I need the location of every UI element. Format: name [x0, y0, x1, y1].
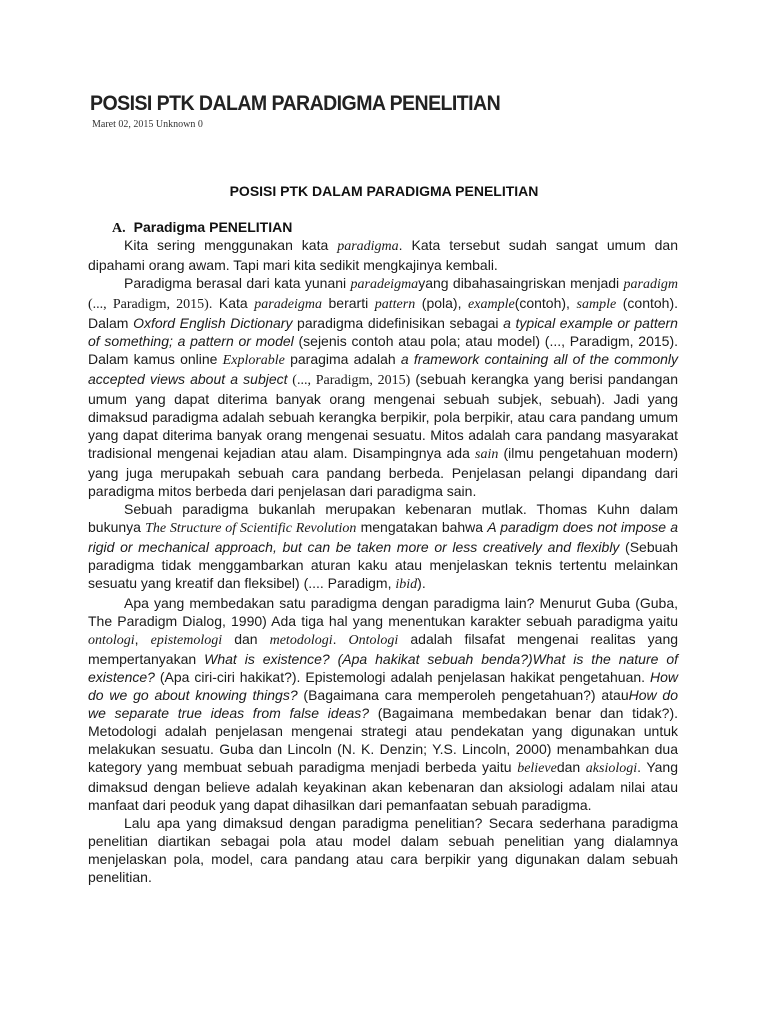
text-run: dan [556, 759, 586, 775]
emphasis-text: epistemologi [150, 633, 223, 648]
emphasis-text: paradigma [337, 239, 399, 254]
emphasis-text: Explorable [222, 353, 285, 368]
text-run: (sejenis contoh atau pola; atau model) (..., Paradigm, 2015). Dalam kamus online [88, 333, 678, 367]
text-run: (contoh). Dalam [88, 295, 679, 331]
section-heading: POSISI PTK DALAM PARADIGMA PENELITIAN [229, 183, 539, 199]
text-run: (Sebuah paradigma tidak menggambarkan aturan kaku atau menjelaskan teknis tertentu melainkan sesuatu yang kreatif dan fleksibel) (.... Paradigm, [88, 539, 678, 591]
emphasis-text: The Structure of Scientific Revolution [145, 521, 357, 536]
text-run: Kita sering menggunakan kata [124, 237, 338, 253]
emphasis-text: Oxford English Dictionary [133, 315, 293, 331]
emphasis-text: How do we go about knowing things? [88, 669, 678, 703]
emphasis-text: A paradigm does not impose a rigid or mechanical approach, but can be taken more or less creatively and flexibly [88, 519, 679, 555]
paragraph [88, 814, 678, 886]
text-run: mengatakan bahwa [356, 519, 488, 535]
text-run: Kata [212, 295, 255, 311]
text-run: Lalu apa yang dimaksud dengan paradigma penelitian? Secara sederhana paradigma penelitian diartikan sebagai pola atau model dalam sebuah penelitian yang dialamnya menjelaskan pola, model, cara pandang atau cara berpikir yang digunakan dalam sebuah penelitian. [88, 815, 678, 885]
text-run: . [332, 631, 349, 647]
emphasis-text: a framework containing all of the commonly accepted views about a subject [88, 351, 679, 387]
paragraph [88, 274, 678, 500]
emphasis-text: pattern [374, 297, 416, 312]
paragraph [88, 500, 678, 594]
emphasis-text: (..., Paradigm, 2015). [88, 297, 213, 312]
emphasis-text: sample [576, 297, 617, 312]
text-run: paragima adalah [284, 351, 401, 367]
text-run: . Kata tersebut sudah sangat umum dan dipahami orang awam. Tapi mari kita sedikit mengkajinya kembali. [88, 237, 679, 273]
text-run: yang dibahasaingriskan menjadi [418, 275, 624, 291]
emphasis-text: paradeigma [254, 297, 322, 312]
emphasis-text: Ontologi [348, 633, 399, 648]
emphasis-text: (..., Paradigm, 2015) [287, 373, 411, 388]
post-meta: Maret 02, 2015 Unknown 0 [92, 119, 203, 130]
page-title: POSISI PTK DALAM PARADIGMA PENELITIAN [90, 92, 501, 115]
article-body [88, 236, 678, 886]
text-run: Apa yang membedakan satu paradigma dengan paradigma lain? Menurut Guba (Guba, The Paradigm Dialog, 1990) Ada tiga hal yang menentukan karakter sebuah paradigma yaitu [88, 595, 678, 629]
text-run: (sebuah kerangka yang berisi pandangan umum yang dapat diterima banyak orang mengenai sebuah subjek, sebuah). Jadi yang dimaksud paradigma adalah sebuah kerangka berpikir, pola berpikir, atau cara pandang umum yang dapat diterima banyak orang mengenai sesuatu. Mitos adalah cara pandang masyarakat tradisional mengenai kejadian atau alam. Disampingnya ada [88, 371, 678, 461]
text-run: Sebuah paradigma bukanlah merupakan kebenaran mutlak. Thomas Kuhn dalam bukunya [88, 501, 678, 535]
emphasis-text: paradeigma [350, 277, 419, 292]
text-run: (Bagaimana cara memperoleh pengetahuan?) atau [297, 687, 629, 703]
text-run: (contoh), [514, 295, 577, 311]
text-run: (Apa ciri-ciri hakikat?). Epistemologi adalah penjelasan hakikat pengetahuan. [154, 669, 650, 685]
text-run: (Bagaimana membedakan benar dan tidak?). Metodologi adalah penjelasan mengenai strategi atau pendekatan yang digunakan untuk melakukan sesuatu. Guba dan Lincoln (N. K. Denzin; Y.S. Lincoln, 2000) menambahkan dua kategory yang membuat sebuah paradigma menjadi berbeda yaitu [88, 705, 679, 775]
emphasis-text: ibid [395, 577, 418, 592]
emphasis-text: a typical example or pattern of something; a pattern or model [88, 315, 678, 349]
text-run: paradigma didefinisikan sebagai [292, 315, 504, 331]
subsection-number: A. [112, 221, 126, 236]
emphasis-text: aksiologi [585, 761, 638, 776]
text-run: Paradigma berasal dari kata yunani [124, 275, 351, 291]
emphasis-text: How do we separate true ideas from false ideas? [88, 687, 678, 721]
emphasis-text: sain [475, 447, 499, 462]
emphasis-text: example [468, 297, 515, 312]
text-run: . Yang dimaksud dengan believe adalah keyakinan akan kebenaran dan aksiologi adalam nilai atau manfaat dari peoduk yang dapat dihasilkan dari pemanfaatan sebuah paradigma. [88, 759, 679, 813]
text-run: (ilmu pengetahuan modern) yang juga merupakah sebuah cara pandang berbeda. Penjelasan pelangi dipandang dari paradigma mitos berbeda dari penjelasan dari paradigma sain. [88, 445, 679, 499]
emphasis-text: What is existence? (Apa hakikat sebuah benda?)What is the nature of existence? [88, 651, 678, 685]
emphasis-text: metodologi [269, 633, 333, 648]
text-run: ). [417, 575, 426, 591]
emphasis-text: believe [517, 761, 557, 776]
text-run: adalah filsafat mengenai realitas yang mempertanyakan [88, 631, 679, 667]
text-run: (pola), [415, 295, 469, 311]
subsection-heading [112, 219, 292, 237]
text-run: dan [222, 631, 270, 647]
emphasis-text: paradigm [623, 277, 678, 292]
subsection-title: Paradigma PENELITIAN [133, 219, 293, 235]
emphasis-text: ontologi [88, 633, 135, 648]
paragraph [88, 236, 678, 274]
text-run: , [134, 631, 151, 647]
paragraph [88, 594, 678, 814]
text-run: berarti [321, 295, 375, 311]
